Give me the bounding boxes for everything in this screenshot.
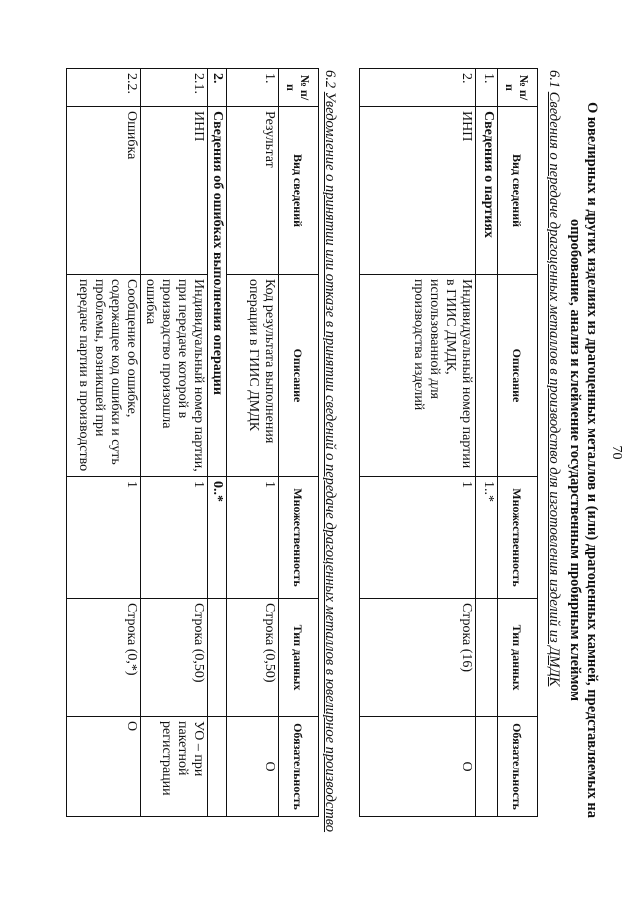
caption-text: Уведомление о принятии или отказе в принятии сведений о передаче драгоценных металлов в ювелирное производство xyxy=(322,91,338,833)
header-cell: № п/п xyxy=(498,69,538,107)
cell-type: Строка (0,50) xyxy=(227,599,279,717)
cell-req: О xyxy=(227,717,279,817)
page-number: 70 xyxy=(609,445,624,460)
table-row xyxy=(476,69,498,817)
cell-mult: 1 xyxy=(227,477,279,599)
cell-mult: 1 xyxy=(141,477,208,599)
table-header-row xyxy=(498,69,538,817)
cell-num: 1. xyxy=(476,69,498,107)
cell-kind: Ошибка xyxy=(67,107,141,275)
cell-desc: Индивидуальный номер партии, при передаче которой в производство произошла ошибка xyxy=(141,275,208,477)
header-cell: Множественность xyxy=(279,477,319,599)
cell-req: УО – при пакетной регистрации xyxy=(141,717,208,817)
header-cell: Тип данных xyxy=(498,599,538,717)
cell-num: 2. xyxy=(208,69,227,107)
cell-desc: Сообщение об ошибке, содержащее код ошибки и суть проблемы, возникшей при передаче партии в производство xyxy=(67,275,141,477)
cell-num: 2.1. xyxy=(141,69,208,107)
cell-req xyxy=(476,717,498,817)
cell-mult: 0..* xyxy=(208,477,227,599)
caption-number: 6.1 xyxy=(546,70,562,89)
cell-kind: Сведения о партиях xyxy=(476,107,498,275)
table-header-row xyxy=(279,69,319,817)
table-caption-6-1 xyxy=(545,70,562,686)
caption-text: Сведения о передаче драгоценных металлов в производство для изготовления изделий из ДМДК xyxy=(546,91,562,687)
document-title: О ювелирных и других изделиях из драгоценных металлов и (или) драгоценных камней, представляемых на опробование, анализ и клеймение государственным пробирным клеймом xyxy=(567,101,600,819)
cell-desc: Индивидуальный номер партии в ГИИС ДМДК, использованной для производства изделий xyxy=(360,275,476,477)
cell-kind: ИНП xyxy=(360,107,476,275)
cell-type xyxy=(476,599,498,717)
header-cell: Обязательность xyxy=(279,717,319,817)
cell-mult: 1 xyxy=(360,477,476,599)
table-row xyxy=(208,69,227,817)
header-cell: Вид сведений xyxy=(279,107,319,275)
cell-desc: Код результата выполнения операции в ГИИС ДМДК xyxy=(227,275,279,477)
header-cell: Описание xyxy=(279,275,319,477)
header-cell: № п/п xyxy=(279,69,319,107)
cell-mult: 1 xyxy=(67,477,141,599)
cell-kind: Сведения об ошибках выполнения операции xyxy=(208,107,227,477)
cell-type: Строка (0,50) xyxy=(141,599,208,717)
table-6-2 xyxy=(66,68,319,817)
cell-req: О xyxy=(360,717,476,817)
table-row xyxy=(227,69,279,817)
cell-req: О xyxy=(67,717,141,817)
caption-number: 6.2 xyxy=(322,70,338,89)
header-cell: Описание xyxy=(498,275,538,477)
header-cell: Множественность xyxy=(498,477,538,599)
cell-mult: 1..* xyxy=(476,477,498,599)
cell-req xyxy=(208,717,227,817)
cell-kind: ИНП xyxy=(141,107,208,275)
header-cell: Вид сведений xyxy=(498,107,538,275)
cell-type: Строка (0,*) xyxy=(67,599,141,717)
table-row xyxy=(141,69,208,817)
cell-desc xyxy=(476,275,498,477)
header-cell: Обязательность xyxy=(498,717,538,817)
cell-type: Строка (16) xyxy=(360,599,476,717)
cell-type xyxy=(208,599,227,717)
table-caption-6-2 xyxy=(321,70,338,832)
cell-num: 2. xyxy=(360,69,476,107)
cell-num: 2.2. xyxy=(67,69,141,107)
table-row xyxy=(360,69,476,817)
table-row xyxy=(67,69,141,817)
cell-kind: Результат xyxy=(227,107,279,275)
cell-num: 1. xyxy=(227,69,279,107)
table-6-1 xyxy=(359,68,538,817)
header-cell: Тип данных xyxy=(279,599,319,717)
